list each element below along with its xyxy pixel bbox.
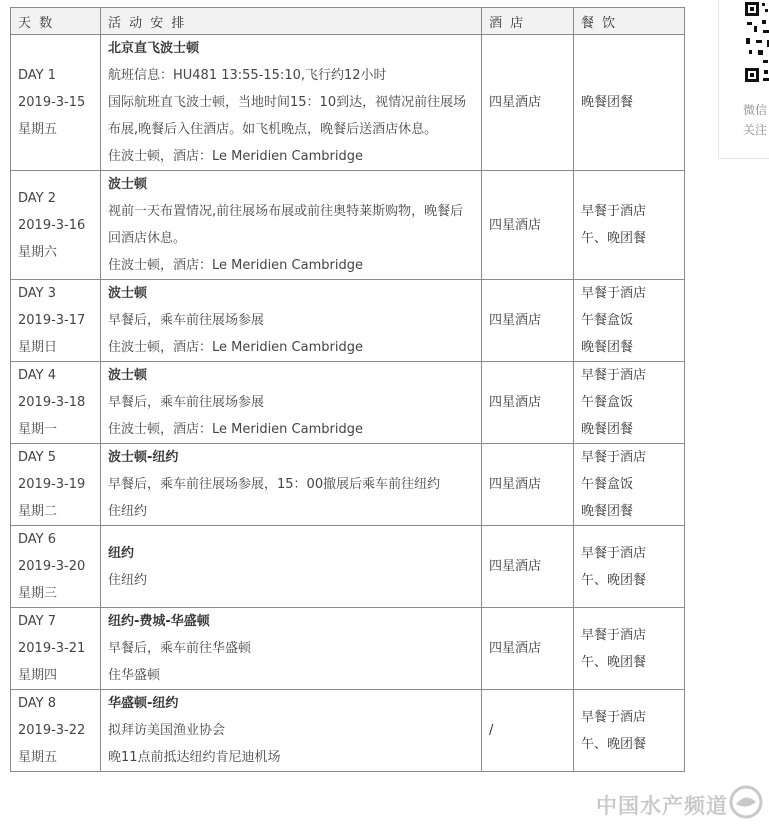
activity-title: 波士顿 (108, 177, 148, 192)
meal-line: 早餐于酒店 (581, 545, 647, 561)
meal-line: 午餐盒饭 (581, 477, 634, 492)
day-label: DAY 7 (18, 614, 57, 629)
activity-line: 早餐后，乘车前往展场参展 (108, 313, 265, 328)
activity-line: 视前一天布置情况,前往展场布展或前往奥特莱斯购物，晚餐后回酒店休息。 (108, 204, 464, 246)
wechat-label: 微信 (743, 103, 768, 117)
meal-line: 早餐于酒店 (581, 204, 647, 219)
day-label: DAY 4 (18, 368, 57, 383)
meal-line: 午、晚团餐 (581, 736, 647, 752)
hotel-cell: 四星酒店 (482, 171, 574, 280)
activity-line: 早餐后，乘车前往展场参展，15：00撤展后乘车前往纽约 (108, 477, 441, 492)
activity-line: 早餐后，乘车前往华盛顿 (108, 641, 252, 656)
day-weekday: 星期五 (18, 122, 58, 137)
activity-cell (101, 526, 482, 608)
activity-line: 住纽约 (108, 504, 148, 519)
day-weekday: 星期六 (18, 244, 58, 260)
day-weekday: 星期五 (18, 750, 58, 765)
activity-line: 住波士顿，酒店：Le Meridien Cambridge (108, 422, 363, 437)
meal-line: 午、晚团餐 (581, 231, 647, 246)
header-activities: 活 动 安 排 (101, 8, 482, 35)
activity-title: 波士顿 (108, 368, 148, 383)
day-cell (11, 35, 101, 171)
table-row (11, 690, 685, 772)
table-row (11, 444, 685, 526)
meal-line: 晚餐团餐 (581, 422, 634, 437)
meal-line: 早餐于酒店 (581, 286, 647, 301)
day-weekday: 星期三 (18, 586, 58, 601)
header-days: 天 数 (11, 8, 101, 35)
day-date: 2019-3-19 (18, 477, 86, 492)
activity-line: 住华盛顿 (108, 668, 161, 683)
hotel-cell: 四星酒店 (482, 444, 574, 526)
day-label: DAY 1 (18, 68, 57, 83)
meal-line: 早餐于酒店 (581, 709, 647, 725)
day-weekday: 星期二 (18, 504, 58, 519)
meal-line: 晚餐团餐 (581, 95, 634, 110)
activity-title: 波士顿-纽约 (108, 450, 179, 465)
hotel-cell: 四星酒店 (482, 608, 574, 690)
activity-title: 华盛顿-纽约 (108, 696, 179, 711)
meal-cell (574, 690, 685, 772)
day-cell (11, 608, 101, 690)
table-row (11, 35, 685, 171)
day-cell (11, 362, 101, 444)
header-meals: 餐 饮 (574, 8, 685, 35)
fish-logo-icon (728, 784, 764, 820)
itinerary-table (10, 7, 685, 772)
activity-line: 住纽约 (108, 572, 148, 588)
site-watermark (596, 784, 766, 824)
header-hotel: 酒 店 (482, 8, 574, 35)
day-date: 2019-3-21 (18, 641, 86, 656)
hotel-cell: 四星酒店 (482, 362, 574, 444)
activity-title: 纽约-费城-华盛顿 (108, 614, 210, 629)
hotel-cell: 四星酒店 (482, 35, 574, 171)
activity-line: 早餐后，乘车前往展场参展 (108, 395, 265, 410)
activity-cell (101, 690, 482, 772)
meal-line: 午、晚团餐 (581, 654, 647, 670)
meal-line: 早餐于酒店 (581, 368, 647, 383)
day-label: DAY 2 (18, 190, 57, 206)
activity-line: 航班信息：HU481 13:55-15:10,飞行约12小时 (108, 68, 387, 83)
activity-cell (101, 35, 482, 171)
day-date: 2019-3-18 (18, 395, 86, 410)
watermark-text: 中国水产频道 (596, 793, 728, 818)
activity-cell (101, 608, 482, 690)
hotel-cell: 四星酒店 (482, 526, 574, 608)
day-weekday: 星期一 (18, 422, 58, 437)
day-date: 2019-3-20 (18, 559, 86, 574)
day-cell (11, 690, 101, 772)
meal-line: 早餐于酒店 (581, 450, 647, 465)
wechat-side-panel (718, 0, 769, 159)
meal-cell (574, 280, 685, 362)
day-cell (11, 526, 101, 608)
meal-line: 午餐盒饭 (581, 395, 634, 410)
meal-line: 早餐于酒店 (581, 627, 647, 643)
activity-line: 住波士顿，酒店：Le Meridien Cambridge (108, 340, 363, 355)
day-weekday: 星期日 (18, 340, 58, 355)
qr-code-icon[interactable] (743, 0, 769, 86)
activity-cell (101, 171, 482, 280)
activity-line: 晚11点前抵达纽约肯尼迪机场 (108, 750, 281, 765)
activity-title: 北京直飞波士顿 (108, 41, 200, 56)
table-row (11, 608, 685, 690)
meal-cell (574, 35, 685, 171)
day-date: 2019-3-22 (18, 723, 86, 738)
day-label: DAY 5 (18, 450, 57, 465)
day-label: DAY 3 (18, 286, 57, 301)
hotel-cell: 四星酒店 (482, 280, 574, 362)
table-row (11, 362, 685, 444)
activity-line: 国际航班直飞波士顿，当地时间15：10到达，视情况前往展场布展,晚餐后入住酒店。如飞机晚点，晚餐后送酒店休息。 (108, 95, 467, 137)
meal-cell (574, 362, 685, 444)
table-row (11, 171, 685, 280)
meal-line: 晚餐团餐 (581, 504, 634, 519)
header-row (11, 8, 685, 35)
day-weekday: 星期四 (18, 668, 58, 683)
activity-cell (101, 444, 482, 526)
activity-title: 纽约 (108, 545, 135, 561)
activity-title: 波士顿 (108, 286, 148, 301)
hotel-cell: / (482, 690, 574, 772)
day-date: 2019-3-15 (18, 95, 86, 110)
activity-cell (101, 362, 482, 444)
day-cell (11, 280, 101, 362)
day-cell (11, 444, 101, 526)
meal-line: 午餐盒饭 (581, 313, 634, 328)
day-date: 2019-3-16 (18, 217, 86, 233)
meal-cell (574, 608, 685, 690)
day-label: DAY 6 (18, 532, 57, 547)
activity-line: 住波士顿，酒店：Le Meridien Cambridge (108, 149, 363, 164)
day-date: 2019-3-17 (18, 313, 86, 328)
activity-cell (101, 280, 482, 362)
activity-line: 拟拜访美国渔业协会 (108, 723, 226, 738)
meal-cell (574, 444, 685, 526)
day-cell (11, 171, 101, 280)
meal-line: 午、晚团餐 (581, 572, 647, 588)
day-label: DAY 8 (18, 696, 57, 711)
follow-label: 关注 (743, 123, 768, 137)
table-row (11, 280, 685, 362)
table-row (11, 526, 685, 608)
meal-cell (574, 171, 685, 280)
meal-line: 晚餐团餐 (581, 340, 634, 355)
meal-cell (574, 526, 685, 608)
activity-line: 住波士顿，酒店：Le Meridien Cambridge (108, 258, 363, 273)
